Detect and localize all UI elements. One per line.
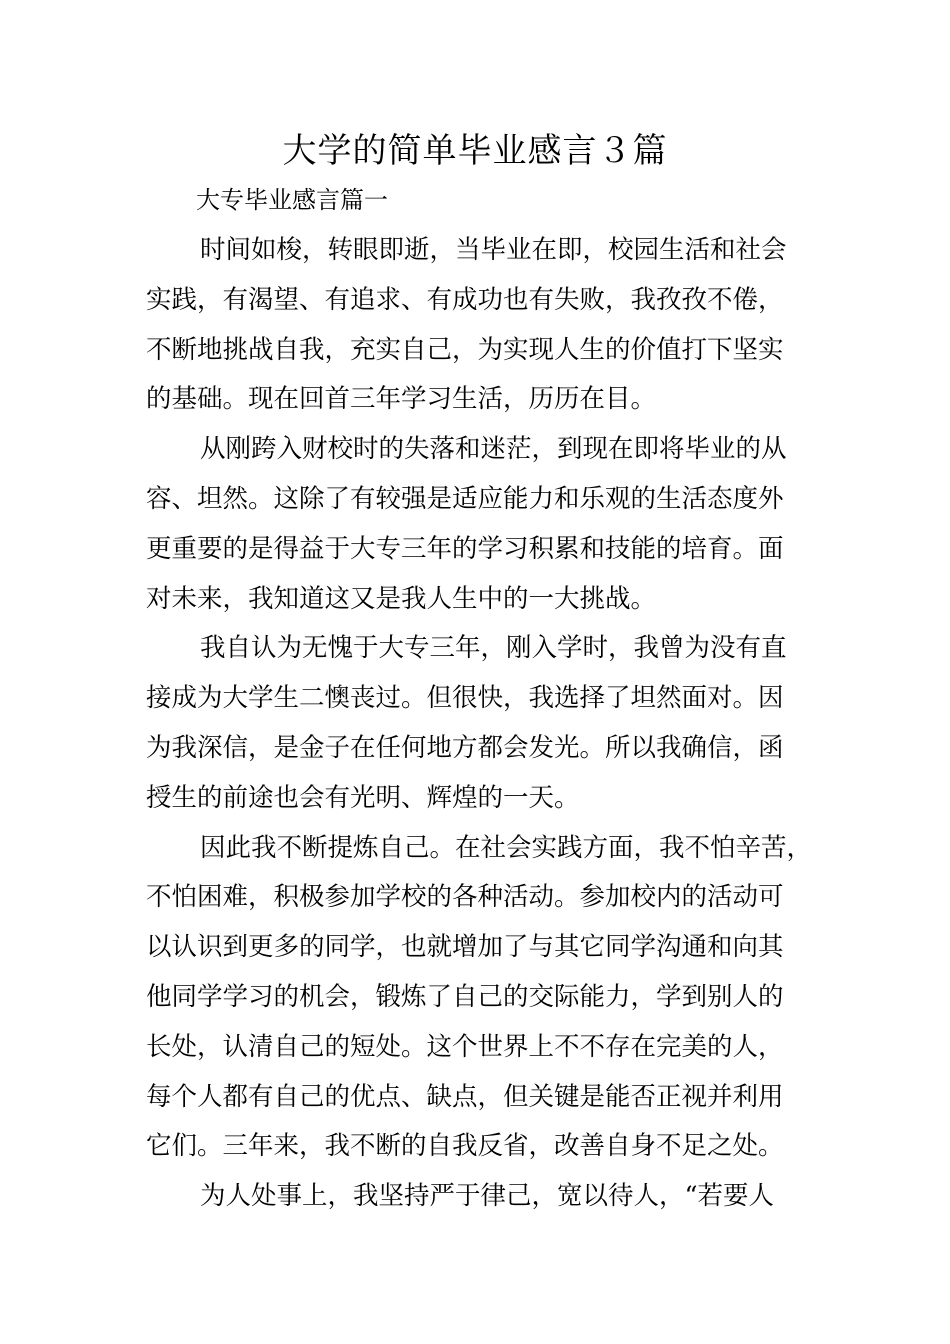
text-line: 以认识到更多的同学，也就增加了与其它同学沟通和向其 — [146, 932, 784, 963]
text-line: 对未来，我知道这又是我人生中的一大挑战。 — [146, 583, 657, 614]
text-line: 更重要的是得益于大专三年的学习积累和技能的培育。面 — [146, 533, 784, 564]
text-line: 时间如梭，转眼即逝，当毕业在即，校园生活和社会 — [200, 235, 787, 265]
paragraph — [146, 1172, 826, 1222]
document-body — [146, 226, 826, 1222]
paragraph — [146, 425, 826, 624]
text-line: 我自认为无愧于大专三年，刚入学时，我曾为没有直 — [200, 633, 787, 664]
paragraph — [146, 624, 826, 823]
document-title: 大学的简单毕业感言３篇 — [282, 131, 668, 171]
text-line: 为我深信，是金子在任何地方都会发光。所以我确信，函 — [146, 732, 784, 763]
text-line: 因此我不断提炼自己。在社会实践方面，我不怕辛苦， — [200, 832, 813, 863]
text-line: 实践，有渴望、有追求、有成功也有失败，我孜孜不倦， — [146, 284, 784, 315]
text-line: 从刚跨入财校时的失落和迷茫，到现在即将毕业的从 — [200, 434, 787, 465]
text-line: 它们。三年来，我不断的自我反省，改善自身不足之处。 — [146, 1131, 784, 1162]
text-line: 的基础。现在回首三年学习生活，历历在目。 — [146, 384, 657, 415]
paragraph — [146, 226, 826, 425]
text-line: 每个人都有自己的优点、缺点，但关键是能否正视并利用 — [146, 1081, 784, 1112]
text-line: 授生的前途也会有光明、辉煌的一天。 — [146, 782, 580, 813]
paragraph — [146, 824, 826, 1173]
text-line: 长处，认清自己的短处。这个世界上不不存在完美的人， — [146, 1031, 784, 1062]
text-line: 他同学学习的机会，锻炼了自己的交际能力，学到别人的 — [146, 981, 784, 1012]
text-line: 容、坦然。这除了有较强是适应能力和乐观的生活态度外 — [146, 483, 784, 514]
text-line: 不断地挑战自我，充实自己，为实现人生的价值打下坚实 — [146, 334, 784, 365]
section-heading: 大专毕业感言篇一 — [196, 186, 388, 214]
text-line: 接成为大学生二懊丧过。但很快，我选择了坦然面对。因 — [146, 683, 784, 714]
text-line: 不怕困难，积极参加学校的各种活动。参加校内的活动可 — [146, 882, 784, 913]
text-line: 为人处事上，我坚持严于律己，宽以待人，“若要人 — [200, 1181, 775, 1212]
